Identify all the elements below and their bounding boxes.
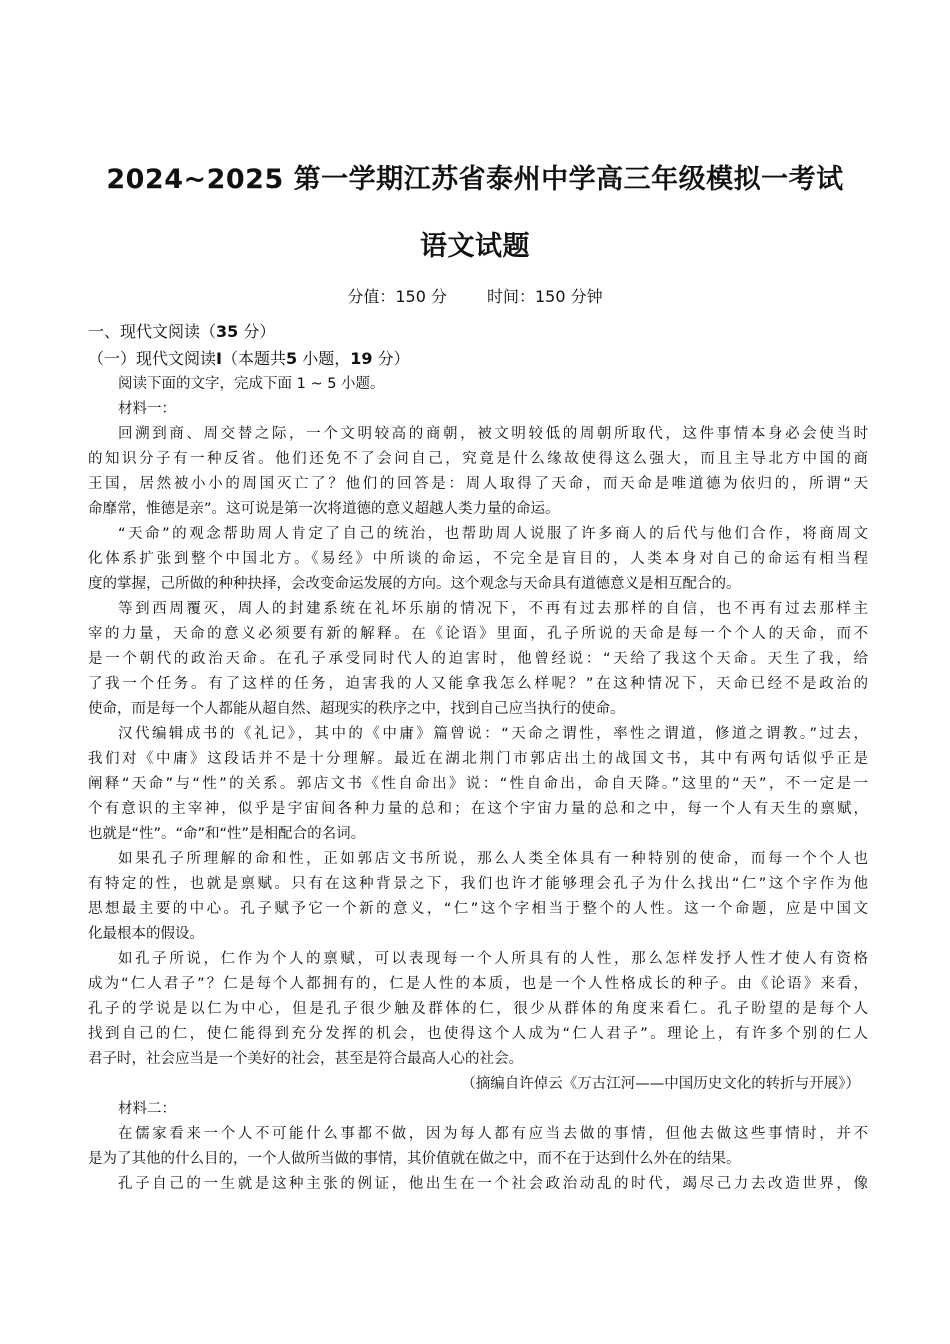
paragraph-line: 如果孔子所理解的命和性，正如郭店文书所说，那么人类全体具有一种特别的使命，而每一个个人也 — [118, 851, 868, 867]
paragraph-line: 等到西周覆灭，周人的封建系统在礼坏乐崩的情况下，不再有过去那样的自信，也不再有过去那样主 — [118, 601, 868, 617]
exam-subtitle: 语文试题 — [420, 231, 530, 262]
paragraph-line: 思想最主要的中心。孔子赋予它一个新的意义，“仁”这个字相当于整个的人性。这一个命题，应是中国文 — [88, 901, 868, 917]
paragraph-line: 有特定的性，也就是禀赋。只有在这种背景之下，我们也许才能够理会孔子为什么找出“仁”这个字作为他 — [88, 876, 868, 892]
instructions: 阅读下面的文字，完成下面 1 ~ 5 小题。 — [118, 376, 385, 392]
time-info: 时间：150 分钟 — [487, 287, 603, 306]
paragraph-line: 化体系扩张到整个中国北方。《易经》中所谈的命运，不完全是盲目的，人类本身对自己的命运有相当程 — [88, 551, 868, 567]
document-body — [88, 318, 868, 1197]
paragraph-line: 如孔子所说，仁作为个人的禀赋，可以表现每一个人所具有的人性，那么怎样发抒人性才使人有资格 — [118, 951, 868, 967]
paragraph-line: 王国，居然被小小的周国灭亡了？他们的回答是：周人取得了天命，而天命是唯道德为依归的，所谓“天 — [88, 476, 868, 492]
paragraph-line: 是为了其他的什么目的，一个人做所当做的事情，其价值就在做之中，而不在于达到什么外在的结果。 — [88, 1151, 741, 1167]
paragraph-line: 了我一个任务。有了这样的任务，迫害我的人又能拿我怎么样呢？”在这种情况下，天命已经不是政治的 — [88, 676, 868, 692]
paragraph-line: 孔子的学说是以仁为中心，但是孔子很少触及群体的仁，很少从群体的角度来看仁。孔子盼望的是每个人 — [88, 1001, 868, 1017]
score-info: 分值：150 分 — [347, 287, 447, 306]
paragraph-line: “天命”的观念帮助周人肯定了自己的统治，也帮助周人说服了许多商人的后代与他们合作，将商周文 — [118, 526, 868, 542]
material-1-label: 材料一： — [118, 401, 176, 417]
paragraph-line: 我们对《中庸》这段话并不是十分理解。最近在湖北荆门市郭店出土的战国文书，其中有两句话似乎正是 — [88, 751, 868, 767]
paragraph-line: 孔子自己的一生就是这种主张的例证，他出生在一个社会政治动乱的时代，竭尽己力去改造世界，像 — [118, 1176, 868, 1192]
section-heading-1-1: （一）现代文阅读I（本题共5 小题，19 分） — [88, 349, 410, 368]
paragraph-line: 也就是“性”。“命”和“性”是相配合的名词。 — [88, 826, 366, 842]
section-heading-1: 一、现代文阅读（35 分） — [88, 322, 276, 341]
paragraph-line: 君子时，社会应当是一个美好的社会，甚至是符合最高人心的社会。 — [88, 1051, 523, 1067]
material-1-source: （摘编自许倬云《万古江河——中国历史文化的转折与开展》） — [461, 1076, 860, 1092]
exam-title: 2024~2025 第一学期江苏省泰州中学高三年级模拟一考试 — [106, 164, 844, 195]
paragraph-line: 成为“仁人君子”？仁是每个人都拥有的，仁是人性的本质，也是一个人性格成长的种子。由《论语》来看， — [88, 976, 868, 992]
material-2-label: 材料二： — [118, 1101, 176, 1117]
paragraph-line: 宰的力量，天命的意义必须要有新的解释。在《论语》里面，孔子所说的天命是每一个个人的天命，而不 — [88, 626, 868, 642]
exam-meta — [0, 284, 950, 307]
paragraph-line: 命靡常，惟德是亲”。这可说是第一次将道德的意义超越人类力量的命运。 — [88, 501, 560, 517]
paragraph-line: 阐释“天命”与“性”的关系。郭店文书《性自命出》说：“性自命出，命自天降。”这里的“天”，不一定是一 — [88, 776, 868, 792]
paragraph-line: 度的掌握，己所做的种种抉择，会改变命运发展的方向。这个观念与天命具有道德意义是相互配合的。 — [88, 576, 741, 592]
paragraph-line: 在儒家看来一个人不可能什么事都不做，因为每人都有应当去做的事情，但他去做这些事情时，并不 — [118, 1126, 868, 1142]
paragraph-line: 的知识分子有一种反省。他们还免不了会问自己，究竟是什么缘故使得这么强大，而且主导北方中国的商 — [88, 451, 868, 467]
paragraph-line: 找到自己的仁，使仁能得到充分发挥的机会，也使得这个人成为“仁人君子”。理论上，有许多个别的仁人 — [88, 1026, 868, 1042]
paragraph-line: 使命，而是每一个人都能从超自然、超现实的秩序之中，找到自己应当执行的使命。 — [88, 701, 625, 717]
paragraph-line: 个有意识的主宰神，似乎是宇宙间各种力量的总和；在这个宇宙力量的总和之中，每一个人有天生的禀赋， — [88, 801, 868, 817]
paragraph-line: 回溯到商、周交替之际，一个文明较高的商朝，被文明较低的周朝所取代，这件事情本身必会使当时 — [118, 426, 868, 442]
paragraph-line: 化最根本的假设。 — [88, 926, 204, 942]
paragraph-line: 汉代编辑成书的《礼记》，其中的《中庸》篇曾说：“天命之谓性，率性之谓道，修道之谓教。”过去， — [118, 726, 868, 742]
paragraph-line: 是一个朝代的政治天命。在孔子承受同时代人的迫害时，他曾经说：“天给了我这个天命。天生了我，给 — [88, 651, 868, 667]
